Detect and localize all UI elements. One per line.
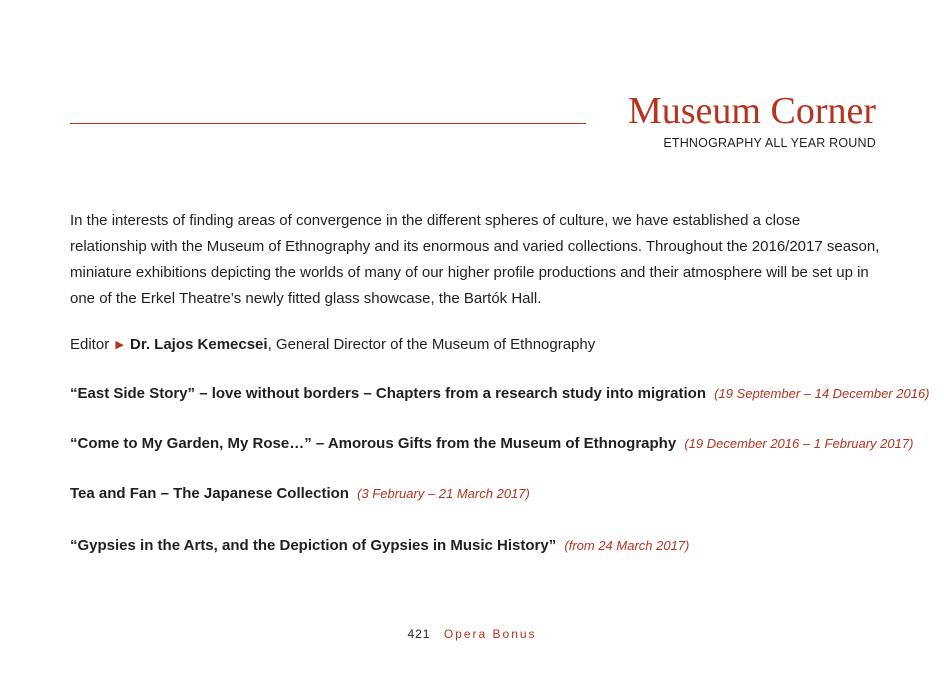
exhibition-dates: (3 February – 21 March 2017) [357, 486, 530, 501]
editor-line [70, 334, 595, 356]
exhibition-dates: (19 September – 14 December 2016) [714, 386, 930, 401]
exhibition-title: “Gypsies in the Arts, and the Depiction of Gypsies in Music History” [70, 537, 557, 554]
exhibition-item [70, 433, 913, 455]
exhibition-title: “Come to My Garden, My Rose…” – Amorous Gifts from the Museum of Ethnography [70, 435, 677, 452]
editor-name: Dr. Lajos Kemecsei [130, 336, 268, 353]
header-rule [70, 123, 586, 124]
exhibition-item [70, 535, 689, 557]
page-title: Museum Corner [627, 90, 876, 132]
editor-label: Editor [70, 336, 110, 353]
page-subtitle: ETHNOGRAPHY ALL YEAR ROUND [663, 136, 876, 150]
editor-role: , General Director of the Museum of Ethnography [267, 336, 596, 353]
exhibition-dates: (19 December 2016 – 1 February 2017) [684, 436, 914, 451]
page-header [70, 88, 876, 158]
exhibition-title: Tea and Fan – The Japanese Collection [70, 485, 349, 502]
exhibition-dates: (from 24 March 2017) [564, 538, 690, 553]
footer-brand: Opera Bonus [443, 627, 537, 641]
page-number: 421 [407, 627, 431, 641]
exhibition-item [70, 383, 930, 405]
exhibition-item [70, 483, 530, 505]
intro-paragraph: In the interests of finding areas of convergence in the different spheres of culture, we have established a close relationship with the Museum of Ethnography and its enormous and varied collections. Throughout the 2016/2017 season, miniature exhibitions depicting the worlds of many of our higher profile productions and their atmosphere will be set up in one of the Erkel Theatre’s newly fitted glass showcase, the Bartók Hall. [70, 212, 880, 307]
triangle-right-icon: ▶ [115, 339, 124, 351]
exhibition-title: “East Side Story” – love without borders – Chapters from a research study into migration [70, 385, 706, 402]
page-footer [0, 627, 944, 641]
